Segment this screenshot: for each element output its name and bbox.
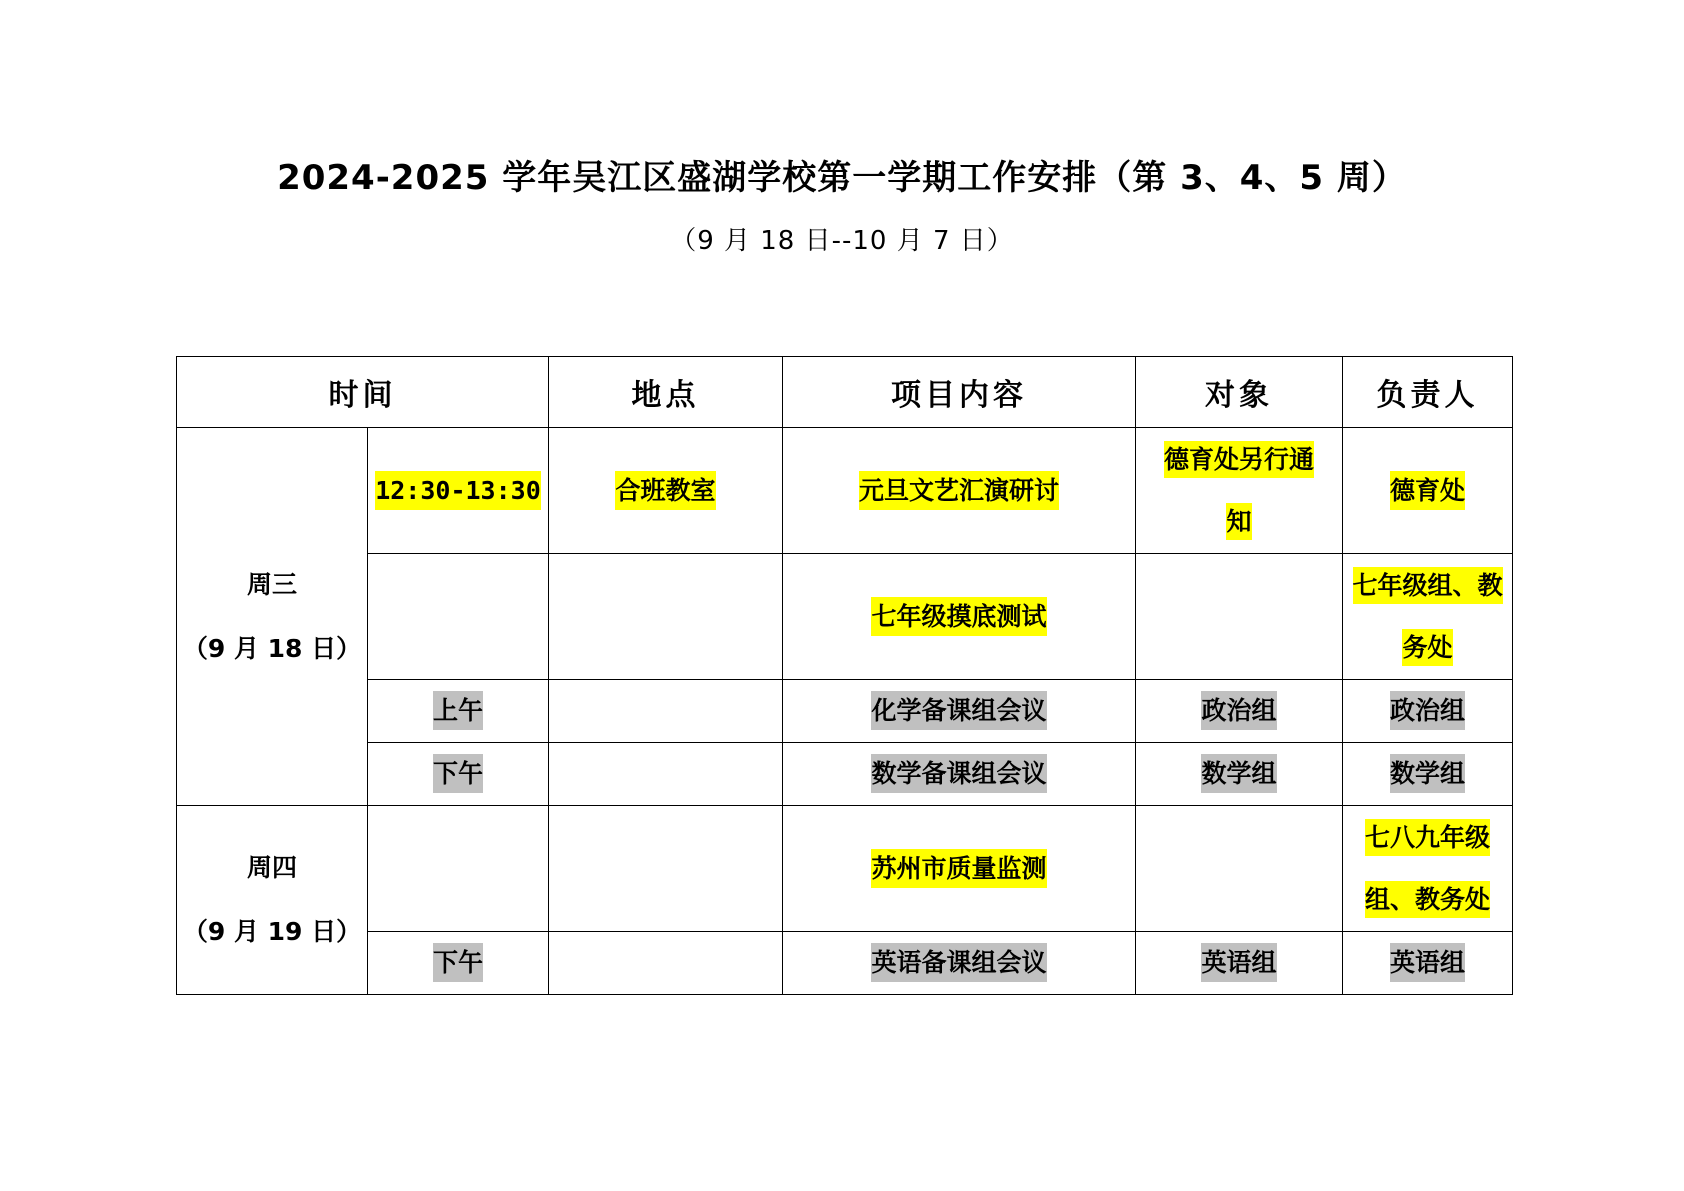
owner-cell [1343, 743, 1513, 806]
content-value: 化学备课组会议 [871, 691, 1046, 730]
time-value: 上午 [433, 691, 483, 730]
document-subtitle: （9 月 18 日--10 月 7 日） [670, 226, 1014, 256]
owner-value: 英语组 [1390, 943, 1465, 982]
header-time: 时间 [177, 357, 549, 428]
place-cell [549, 806, 783, 932]
content-cell [783, 806, 1136, 932]
header-content: 项目内容 [783, 357, 1136, 428]
content-value: 七年级摸底测试 [871, 597, 1046, 636]
target-value: 英语组 [1201, 943, 1276, 982]
target-cell [1136, 806, 1343, 932]
target-value: 政治组 [1201, 691, 1276, 730]
owner-cell [1343, 680, 1513, 743]
place-cell [549, 680, 783, 743]
content-cell [783, 680, 1136, 743]
day-date: （9 月 18 日） [182, 633, 362, 663]
table-header-row [177, 357, 1513, 428]
content-cell [783, 428, 1136, 554]
owner-cell [1343, 428, 1513, 554]
content-value: 苏州市质量监测 [871, 849, 1046, 888]
target-cell [1136, 680, 1343, 743]
day-label: 周四 [246, 853, 297, 882]
place-cell [549, 932, 783, 995]
table-row [177, 680, 1513, 743]
content-value: 元旦文艺汇演研讨 [859, 471, 1059, 510]
time-cell [368, 806, 549, 932]
day-label: 周三 [246, 569, 297, 599]
header-place: 地点 [549, 357, 783, 428]
owner-cell [1343, 932, 1513, 995]
target-value: 数学组 [1201, 754, 1276, 793]
target-cell [1136, 428, 1343, 554]
time-cell [368, 554, 549, 680]
day-date: （9 月 19 日） [182, 917, 362, 946]
table-row [177, 554, 1513, 680]
time-value: 12:30-13:30 [375, 471, 541, 510]
owner-cell [1343, 554, 1513, 680]
day-cell-wednesday [177, 428, 368, 806]
place-cell [549, 554, 783, 680]
target-cell [1136, 743, 1343, 806]
time-value: 下午 [433, 754, 483, 793]
place-cell [549, 743, 783, 806]
content-cell [783, 932, 1136, 995]
content-cell [783, 554, 1136, 680]
header-owner: 负责人 [1343, 357, 1513, 428]
target-value: 德育处另行通知 [1164, 441, 1314, 540]
day-cell-thursday [177, 806, 368, 995]
place-cell [549, 428, 783, 554]
table-row [177, 428, 1513, 554]
time-value: 下午 [433, 943, 483, 982]
table-row [177, 743, 1513, 806]
schedule-table [176, 356, 1513, 995]
target-cell [1136, 932, 1343, 995]
owner-value: 七年级组、教务处 [1353, 567, 1503, 666]
content-cell [783, 743, 1136, 806]
owner-value: 政治组 [1390, 691, 1465, 730]
time-cell [368, 932, 549, 995]
content-value: 英语备课组会议 [871, 943, 1046, 982]
content-value: 数学备课组会议 [871, 754, 1046, 793]
owner-value: 七八九年级组、教务处 [1365, 819, 1490, 918]
owner-cell [1343, 806, 1513, 932]
table-row [177, 806, 1513, 932]
target-cell [1136, 554, 1343, 680]
time-cell [368, 428, 549, 554]
time-cell [368, 680, 549, 743]
table-row [177, 932, 1513, 995]
place-value: 合班教室 [615, 471, 715, 510]
owner-value: 数学组 [1390, 754, 1465, 793]
document-title: 2024-2025 学年吴江区盛湖学校第一学期工作安排（第 3、4、5 周） [277, 158, 1407, 198]
owner-value: 德育处 [1390, 471, 1465, 510]
time-cell [368, 743, 549, 806]
header-target: 对象 [1136, 357, 1343, 428]
